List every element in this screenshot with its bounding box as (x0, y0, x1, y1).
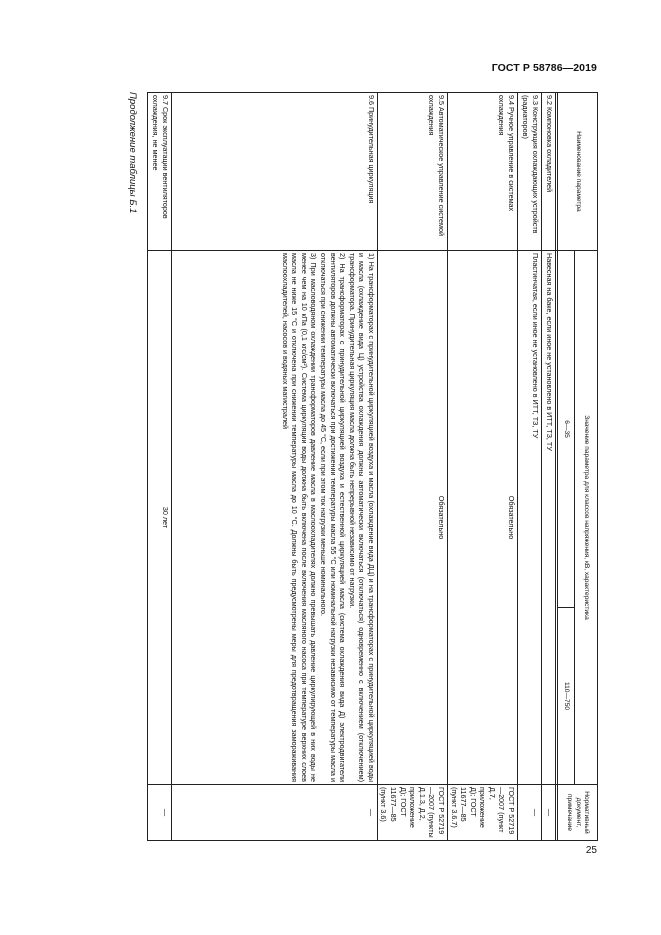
standard-header: ГОСТ Р 58786—2019 (491, 62, 597, 74)
row-9-2-doc: — (542, 785, 556, 841)
table-row (542, 93, 556, 841)
header-values-group: Значение параметра для классов напряжения, кВ, характеристика (575, 251, 598, 785)
table-row (172, 93, 378, 841)
header-class-6-35: 6—35 (558, 251, 575, 608)
row-9-7-doc: — (148, 785, 172, 841)
rotated-table-block (114, 92, 598, 840)
row-9-5-value: Обязательно (377, 251, 447, 785)
page-number: 25 (585, 845, 597, 856)
row-9-6-value (172, 251, 378, 785)
row-9-6-paragraph-3: 3) При масловодяном охлаждении трансформаторов давление масла в маслоохладителях должно превышать давление циркулирующей в них воды не менее чем на 10 кПа (0,1 кгс/см²). Система циркуляции воды должна быть включена после включения масляного насоса при температуре верхних слоев масла не ниже 15 °С и отключена при снижении температуры масла до 10 °С. Должны быть предусмотрены меры для предотвращения замораживания маслоохладителей, насосов и водяных магистралей (280, 253, 319, 782)
table-row (518, 93, 542, 841)
header-class-110-750: 110—750 (558, 608, 575, 785)
row-9-6-name: 9.6 Принудительная циркуляция (172, 93, 378, 251)
row-9-2-value: Навесная на баке, если иное не установлено в ИТТ, ТЗ, ТУ (542, 251, 556, 785)
parameters-table (147, 92, 598, 841)
row-9-3-name: 9.3 Конструкция охлаждающих устройств (радиаторов) (518, 93, 542, 251)
table-caption: Продолжение таблицы Б.1 (127, 92, 138, 214)
row-9-4-value: Обязательно (447, 251, 517, 785)
table-row (377, 93, 447, 841)
row-9-6-doc: — (172, 785, 378, 841)
row-9-4-name: 9.4 Ручное управление в системах охлаждения (447, 93, 517, 251)
row-9-6-paragraph-2: 2) На трансформаторах с принудительной циркуляцией воздуха и естественной циркуляцией масла (система охлаждения вида Д) электродвигатели вентиляторов должны автоматически включаться при достижении температуры масла 55 °С или номинальной нагрузки независимо от температуры масла и отключаться при снижении температуры масла до 45 °С, если при этом ток нагрузки меньше номинального. (319, 253, 348, 782)
table-spacer-row (556, 93, 558, 841)
row-9-5-doc: ГОСТ Р 52719—2007 (пункты Д.1.3, Д.2, приложение Д); ГОСТ 11677—85 (пункт 3.6) (377, 785, 447, 841)
row-9-3-doc: — (518, 785, 542, 841)
header-norm-doc: Нормативный документ, примечание (558, 785, 598, 841)
row-9-2-name: 9.2 Компоновка охладителей (542, 93, 556, 251)
row-9-5-name: 9.5 Автоматическое управление системой охлаждения (377, 93, 447, 251)
row-9-7-value: 30 лет (148, 251, 172, 785)
row-9-4-doc: ГОСТ Р 52719—2007 (пункт Д.7, приложение Д); ГОСТ 11677—85 (пункт 3.6.7) (447, 785, 517, 841)
table-header-row (575, 93, 598, 841)
row-9-7-name: 9.7 Срок эксплуатации вентиляторов охлаждения, не менее (148, 93, 172, 251)
table-row (447, 93, 517, 841)
row-9-3-value: Пластинчатая, если иное не установлено в ИТТ, ТЗ, ТУ (518, 251, 542, 785)
table-row (148, 93, 172, 841)
header-param-name: Наименование параметра (558, 93, 598, 251)
row-9-6-paragraph-1: 1) На трансформаторах с принудительной циркуляцией воздуха и масла (охлаждение вида ДЦ) и на трансформаторах с принудительной циркуляцией воды и масла (охлаждение вида Ц) устройства охлаждения должны автоматически включаться (отключаться) одновременно с включением (отключением) трансформатора. Принудительная циркуляция масла должна быть непрерывной независимо от нагрузки. (347, 253, 376, 782)
